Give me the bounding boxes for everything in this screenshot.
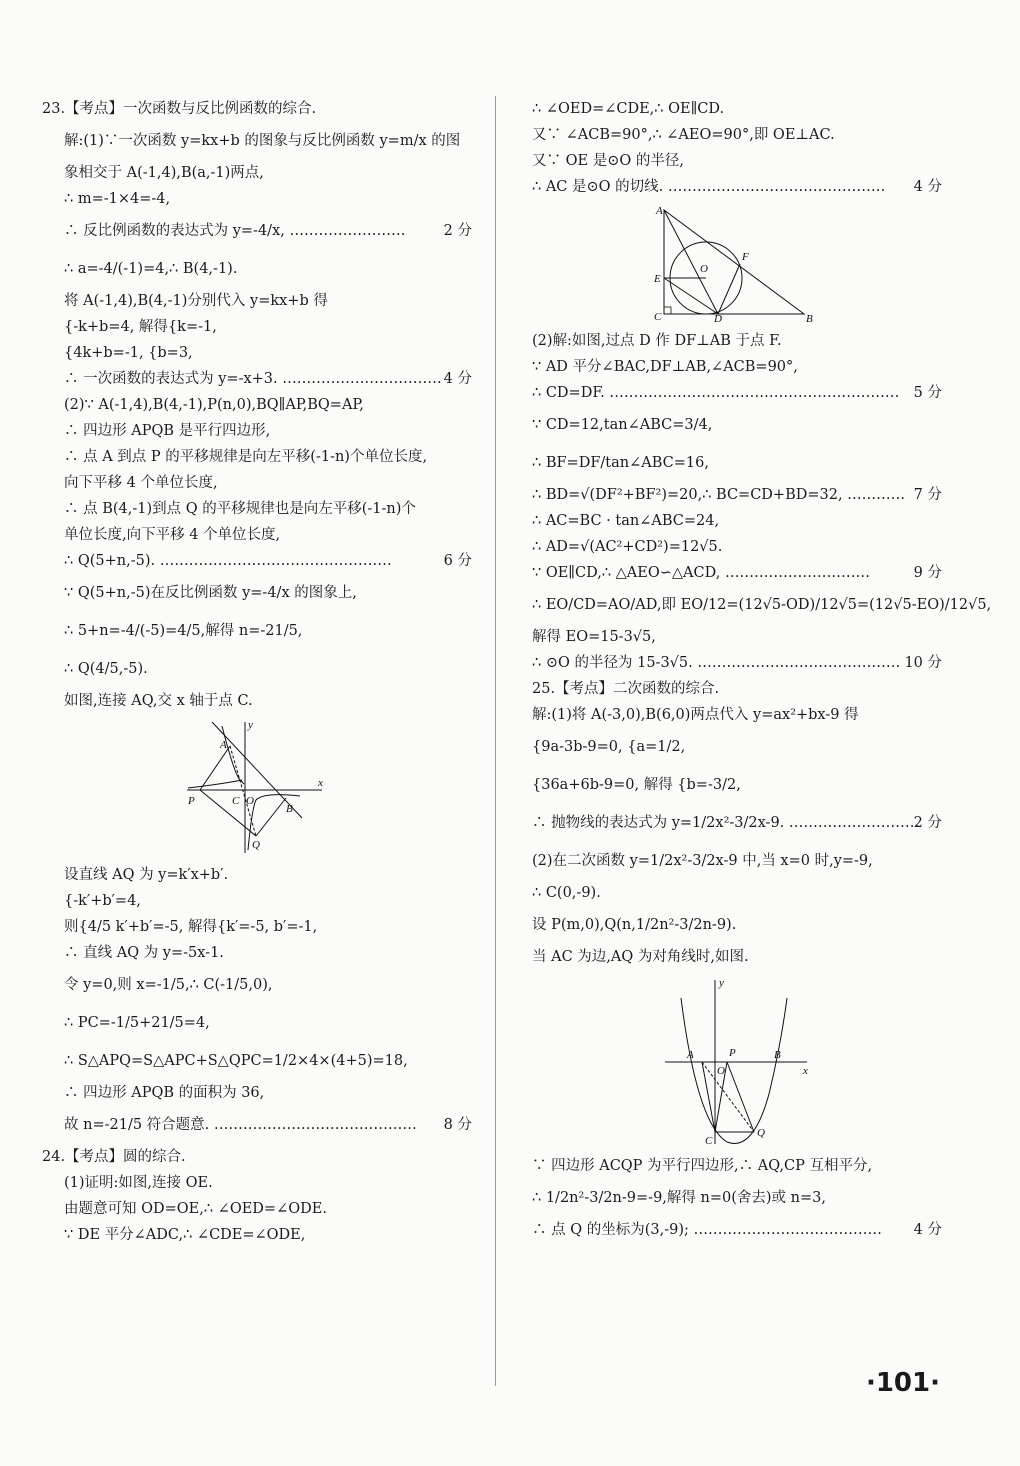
- line-text: 解得 EO=15-3√5,: [532, 629, 656, 645]
- hyperbola-branch-upper: [222, 726, 244, 784]
- line-text: ∴ Q(4/5,-5).: [64, 661, 148, 677]
- solution-line: [42, 650, 472, 688]
- line-text: 如图,连接 AQ,交 x 轴于点 C.: [64, 693, 253, 709]
- line-text: {-k+b=4, 解得{k=-1,: [64, 319, 217, 335]
- solution-line: [42, 340, 472, 366]
- solution-line: [532, 1179, 942, 1217]
- solution-line: [42, 862, 472, 888]
- solution-line: [532, 766, 942, 804]
- solution-line: [42, 914, 472, 940]
- solution-line: [42, 392, 472, 418]
- solution-line: [42, 122, 472, 160]
- column-divider: [495, 96, 496, 1386]
- label-c: C: [705, 1135, 713, 1147]
- left-text-block-2: [42, 862, 472, 1248]
- solution-line: [532, 650, 942, 676]
- solution-line: [42, 548, 472, 574]
- label-o: O: [700, 263, 708, 275]
- line-text: 则{4/5 k′+b′=-5, 解得{k′=-5, b′=-1,: [64, 919, 318, 935]
- line-text: ∴ 四边形 APQB 是平行四边形,: [64, 423, 271, 439]
- line-text: ∵ DE 平分∠ADC,∴ ∠CDE=∠ODE,: [64, 1227, 306, 1243]
- segment-ac: [702, 1062, 715, 1132]
- label-o: O: [246, 795, 254, 807]
- label-a: A: [656, 205, 663, 217]
- score-points: 6 分: [443, 553, 472, 569]
- line-text: (2)∵ A(-1,4),B(4,-1),P(n,0),BQ∥AP,BQ=AP,: [64, 397, 364, 413]
- line-text: 解:(1)将 A(-3,0),B(6,0)两点代入 y=ax²+bx-9 得: [532, 707, 859, 723]
- parabola: [681, 998, 787, 1143]
- score-points: 10 分: [904, 655, 942, 671]
- score-points: 4 分: [913, 1222, 942, 1238]
- line-text: ∴ S△APQ=S△APC+S△QPC=1/2×4×(4+5)=18,: [64, 1053, 408, 1069]
- line-text: ∴ 5+n=-4/(-5)=4/5,解得 n=-21/5,: [64, 623, 303, 639]
- line-text: 将 A(-1,4),B(4,-1)分别代入 y=kx+b 得: [64, 293, 328, 309]
- label-q: Q: [757, 1127, 765, 1139]
- score-points: 2 分: [913, 815, 942, 831]
- solution-line: [532, 880, 942, 906]
- line-text: 单位长度,向下平移 4 个单位长度,: [64, 527, 281, 543]
- line-text: ∴ 点 Q 的坐标为(3,-9); …………………………………: [532, 1222, 882, 1238]
- line-text: ∴ 点 A 到点 P 的平移规律是向左平移(-1-n)个单位长度,: [64, 449, 428, 465]
- line-text: (1)证明:如图,连接 OE.: [64, 1175, 213, 1191]
- line-text: ∵ OE∥CD,∴ △AEO∽△ACD, …………………………: [532, 565, 870, 581]
- line-text: {4k+b=-1, {b=3,: [64, 345, 193, 361]
- line-text: ∴ ∠OED=∠CDE,∴ OE∥CD.: [532, 101, 725, 117]
- solution-line: [532, 804, 942, 842]
- solution-line: [532, 380, 942, 406]
- solution-line: [532, 148, 942, 174]
- line-text: ∴ AC 是⊙O 的切线. ………………………………………: [532, 179, 886, 195]
- label-a: A: [687, 1049, 694, 1061]
- question-heading: [42, 96, 472, 122]
- segment-qb: [256, 798, 286, 836]
- solution-line: [532, 174, 942, 200]
- solution-line: [532, 944, 942, 970]
- line-text: 故 n=-21/5 符合题意. ……………………………………: [64, 1117, 417, 1133]
- score-points: 8 分: [443, 1117, 472, 1133]
- line-text: 向下平移 4 个单位长度,: [64, 475, 218, 491]
- label-b: B: [806, 313, 813, 324]
- line-text: 当 AC 为边,AQ 为对角线时,如图.: [532, 949, 749, 965]
- label-b: B: [774, 1049, 781, 1061]
- solution-line: [532, 702, 942, 728]
- label-a: A: [220, 739, 227, 751]
- solution-line: [42, 1222, 472, 1248]
- solution-line: [532, 842, 942, 880]
- solution-line: [42, 186, 472, 212]
- solution-line: [532, 1153, 942, 1179]
- line-text: ∴ 直线 AQ 为 y=-5x-1.: [64, 945, 224, 961]
- figure-triangle-incircle: [652, 204, 822, 324]
- line-text: ∴ 点 B(4,-1)到点 Q 的平移规律也是向左平移(-1-n)个: [64, 501, 416, 517]
- line-text: 象相交于 A(-1,4),B(a,-1)两点,: [64, 165, 264, 181]
- solution-line: [532, 122, 942, 148]
- solution-line: [42, 522, 472, 548]
- right-text-block-2: [532, 328, 992, 970]
- solution-line: [42, 366, 472, 392]
- score-points: 4 分: [913, 179, 942, 195]
- solution-line: [42, 1080, 472, 1106]
- figure-hyperbola-parallelogram: [182, 718, 332, 858]
- solution-line: [532, 508, 942, 534]
- solution-line: [532, 354, 942, 380]
- solution-line: [532, 534, 942, 560]
- line-text: ∴ ⊙O 的半径为 15-3√5. ……………………………………: [532, 655, 901, 671]
- label-x: x: [318, 777, 323, 789]
- right-text-block-3: [532, 1153, 942, 1243]
- label-y: y: [719, 977, 724, 989]
- line-text: ∵ AD 平分∠BAC,DF⊥AB,∠ACB=90°,: [532, 359, 798, 375]
- right-text-block: [532, 96, 942, 200]
- label-p: P: [729, 1047, 736, 1059]
- segment-ad: [664, 210, 718, 314]
- solution-line: [42, 212, 472, 250]
- line-text: 设直线 AQ 为 y=k′x+b′.: [64, 867, 229, 883]
- line-text: ∴ 1/2n²-3/2n-9=-9,解得 n=0(舍去)或 n=3,: [532, 1190, 826, 1206]
- right-column: [532, 96, 992, 1243]
- left-column: [42, 96, 472, 1248]
- solution-line: [42, 1004, 472, 1042]
- score-points: 2 分: [443, 223, 472, 239]
- line-text: ∵ CD=12,tan∠ABC=3/4,: [532, 417, 713, 433]
- line-text: ∴ BD=√(DF²+BF²)=20,∴ BC=CD+BD=32, …………: [532, 487, 906, 503]
- solution-line: [42, 250, 472, 288]
- label-b: B: [286, 803, 293, 815]
- line-text: ∴ Q(5+n,-5). …………………………………………: [64, 553, 392, 569]
- label-d: D: [714, 313, 722, 324]
- solution-line: [532, 586, 992, 624]
- line-text: ∴ 抛物线的表达式为 y=1/2x²-3/2x-9. ………………………: [532, 815, 920, 831]
- solution-line: [42, 496, 472, 522]
- solution-line: [532, 482, 942, 508]
- line-text: 25.【考点】二次函数的综合.: [532, 681, 720, 697]
- line-text: 24.【考点】圆的综合.: [42, 1149, 186, 1165]
- line-text: ∵ Q(5+n,-5)在反比例函数 y=-4/x 的图象上,: [64, 585, 357, 601]
- label-o: O: [717, 1065, 725, 1077]
- line-text: 令 y=0,则 x=-1/5,∴ C(-1/5,0),: [64, 977, 273, 993]
- label-c: C: [654, 311, 662, 323]
- question-heading: [532, 676, 942, 702]
- solution-line: [532, 624, 942, 650]
- solution-line: [532, 906, 942, 944]
- solution-line: [42, 1196, 472, 1222]
- solution-line: [532, 328, 942, 354]
- solution-line: [532, 96, 942, 122]
- line-text: {9a-3b-9=0, {a=1/2,: [532, 739, 686, 755]
- line-text: 又∵ ∠ACB=90°,∴ ∠AEO=90°,即 OE⊥AC.: [532, 127, 835, 143]
- solution-line: [42, 444, 472, 470]
- question-heading: [42, 1144, 472, 1170]
- right-angle-mark: [664, 307, 671, 314]
- segment-df: [718, 264, 740, 314]
- line-text: ∴ C(0,-9).: [532, 885, 601, 901]
- line-text: 由题意可知 OD=OE,∴ ∠OED=∠ODE.: [64, 1201, 327, 1217]
- solution-line: [42, 574, 472, 612]
- line-text: {-k′+b′=4,: [64, 893, 141, 909]
- score-points: 5 分: [913, 385, 942, 401]
- solution-line: [42, 966, 472, 1004]
- line-text: ∴ PC=-1/5+21/5=4,: [64, 1015, 210, 1031]
- solution-line: [532, 560, 942, 586]
- line-text: ∴ a=-4/(-1)=4,∴ B(4,-1).: [64, 261, 238, 277]
- segment-aq-dashed: [230, 746, 256, 836]
- label-x: x: [803, 1065, 808, 1077]
- left-text-block: [42, 96, 472, 714]
- solution-line: [42, 288, 472, 314]
- label-c: C: [232, 795, 240, 807]
- label-p: P: [188, 795, 195, 807]
- line-text: ∴ EO/CD=AO/AD,即 EO/12=(12√5-OD)/12√5=(12√5-EO)/12√5,: [532, 597, 992, 613]
- line-text: 解:(1)∵一次函数 y=kx+b 的图象与反比例函数 y=m/x 的图: [64, 133, 461, 149]
- solution-line: [42, 418, 472, 444]
- solution-line: [42, 1042, 472, 1080]
- line-text: 23.【考点】一次函数与反比例函数的综合.: [42, 101, 317, 117]
- figure-parabola: [657, 974, 817, 1149]
- solution-line: [42, 940, 472, 966]
- solution-line: [42, 688, 472, 714]
- label-y: y: [248, 719, 253, 731]
- hyperbola-branch-upper-tail: [188, 780, 242, 788]
- line-text: (2)在二次函数 y=1/2x²-3/2x-9 中,当 x=0 时,y=-9,: [532, 853, 873, 869]
- solution-line: [42, 612, 472, 650]
- solution-line: [42, 470, 472, 496]
- solution-line: [42, 314, 472, 340]
- line-text: ∴ 反比例函数的表达式为 y=-4/x, ……………………: [64, 223, 406, 239]
- segment-pq: [727, 1062, 754, 1132]
- line-text: ∴ CD=DF. ……………………………………………………: [532, 385, 900, 401]
- solution-line: [532, 406, 942, 444]
- line-text: 又∵ OE 是⊙O 的半径,: [532, 153, 684, 169]
- solution-line: [532, 444, 942, 482]
- triangle-acb: [664, 210, 804, 314]
- solution-line: [532, 728, 942, 766]
- solution-line: [532, 1217, 942, 1243]
- line-text: ∴ BF=DF/tan∠ABC=16,: [532, 455, 709, 471]
- solution-line: [42, 1106, 472, 1144]
- line-text: ∴ m=-1×4=-4,: [64, 191, 171, 207]
- line-text: {36a+6b-9=0, 解得 {b=-3/2,: [532, 777, 741, 793]
- line-text: ∴ AC=BC · tan∠ABC=24,: [532, 513, 720, 529]
- score-points: 9 分: [913, 565, 942, 581]
- segment-ed: [664, 278, 718, 314]
- solution-line: [42, 160, 472, 186]
- score-points: 4 分: [443, 371, 472, 387]
- line-text: 设 P(m,0),Q(n,1/2n²-3/2n-9).: [532, 917, 737, 933]
- line-text: (2)解:如图,过点 D 作 DF⊥AB 于点 F.: [532, 333, 782, 349]
- line-text: ∵ 四边形 ACQP 为平行四边形,∴ AQ,CP 互相平分,: [532, 1158, 873, 1174]
- line-text: ∴ AD=√(AC²+CD²)=12√5.: [532, 539, 723, 555]
- label-e: E: [654, 273, 661, 285]
- label-q: Q: [252, 839, 260, 851]
- label-f: F: [742, 251, 749, 263]
- solution-line: [42, 1170, 472, 1196]
- score-points: 7 分: [913, 487, 942, 503]
- line-text: ∴ 一次函数的表达式为 y=-x+3. ……………………………: [64, 371, 442, 387]
- page-number: ·101·: [865, 1368, 940, 1398]
- line-text: ∴ 四边形 APQB 的面积为 36,: [64, 1085, 265, 1101]
- solution-line: [42, 888, 472, 914]
